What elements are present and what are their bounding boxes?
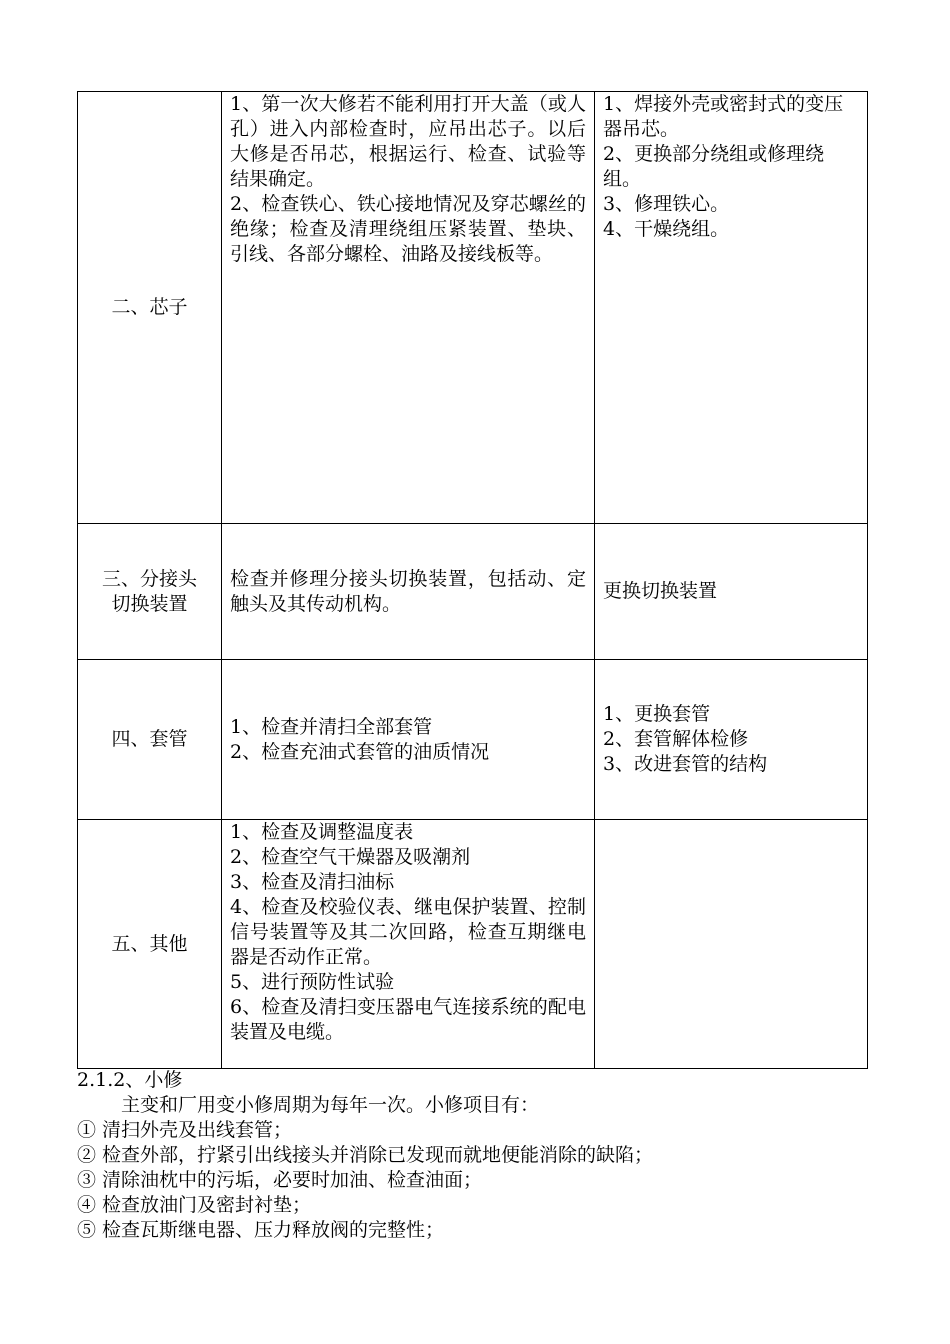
list-item: ⑤ 检查瓦斯继电器、压力释放阀的完整性； (77, 1219, 445, 1241)
major-repair-cell (222, 92, 595, 524)
table-row (78, 92, 868, 524)
maintenance-table (77, 91, 868, 1069)
list-item: ② 检查外部，拧紧引出线接头并消除已发现而就地便能消除的缺陷； (77, 1144, 654, 1166)
row-name-cell (78, 660, 222, 820)
row-name: 四、套管 (111, 728, 188, 750)
special-item: 更换切换装置 (603, 580, 718, 602)
special-item: 4、干燥绕组。 (603, 218, 730, 240)
special-item: 1、焊接外壳或密封式的变压器吊芯。 (603, 93, 844, 140)
list-item: ③ 清除油枕中的污垢，必要时加油、检查油面； (77, 1169, 483, 1191)
row-name-cell (78, 524, 222, 660)
special-repair-cell (595, 820, 868, 1069)
major-item: 6、检查及清扫变压器电气连接系统的配电装置及电缆。 (230, 996, 586, 1043)
major-item: 2、检查充油式套管的油质情况 (230, 740, 490, 763)
special-repair-cell (595, 92, 868, 524)
row-name-cell (78, 92, 222, 524)
row-name-cell (78, 820, 222, 1069)
section-intro: 主变和厂用变小修周期为每年一次。小修项目有： (121, 1094, 540, 1116)
row-name: 五、其他 (111, 932, 188, 955)
major-item: 2、检查铁心、铁心接地情况及穿芯螺丝的绝缘；检查及清理绕组压紧装置、垫块、引线、各部分螺栓、油路及接线板等。 (230, 193, 586, 265)
major-item: 4、检查及校验仪表、继电保护装置、控制信号装置等及其二次回路，检查互期继电器是否动作正常。 (230, 896, 586, 968)
major-item: 2、检查空气干燥器及吸潮剂 (230, 846, 471, 868)
major-repair-cell (222, 660, 595, 820)
major-item: 5、进行预防性试验 (230, 971, 395, 993)
row-name: 二、芯子 (111, 296, 188, 318)
major-item: 3、检查及清扫油标 (230, 871, 395, 893)
major-item: 1、第一次大修若不能利用打开大盖（或人孔）进入内部检查时，应吊出芯子。以后大修是否吊芯，根据运行、检查、试验等结果确定。 (230, 93, 586, 190)
special-repair-cell (595, 660, 868, 820)
special-item: 3、改进套管的结构 (603, 753, 768, 775)
special-item: 3、修理铁心。 (603, 193, 730, 215)
major-repair-cell (222, 524, 595, 660)
special-item: 2、套管解体检修 (603, 728, 749, 750)
special-item: 2、更换部分绕组或修理绕组。 (603, 143, 825, 190)
special-item: 1、更换套管 (603, 703, 711, 725)
major-item: 1、检查并清扫全部套管 (230, 715, 433, 738)
minor-repair-section (77, 1068, 877, 1243)
major-item: 1、检查及调整温度表 (230, 821, 414, 843)
row-name: 三、分接头切换装置 (101, 567, 197, 615)
major-item: 检查并修理分接头切换装置，包括动、定触头及其传动机构。 (230, 567, 586, 615)
major-repair-cell (222, 820, 595, 1069)
table-row (78, 660, 868, 820)
list-item: ① 清扫外壳及出线套管； (77, 1119, 293, 1141)
table-row (78, 524, 868, 660)
list-item: ④ 检查放油门及密封衬垫； (77, 1194, 312, 1216)
section-heading: 2.1.2、小修 (77, 1069, 183, 1091)
table-row (78, 820, 868, 1069)
special-repair-cell (595, 524, 868, 660)
